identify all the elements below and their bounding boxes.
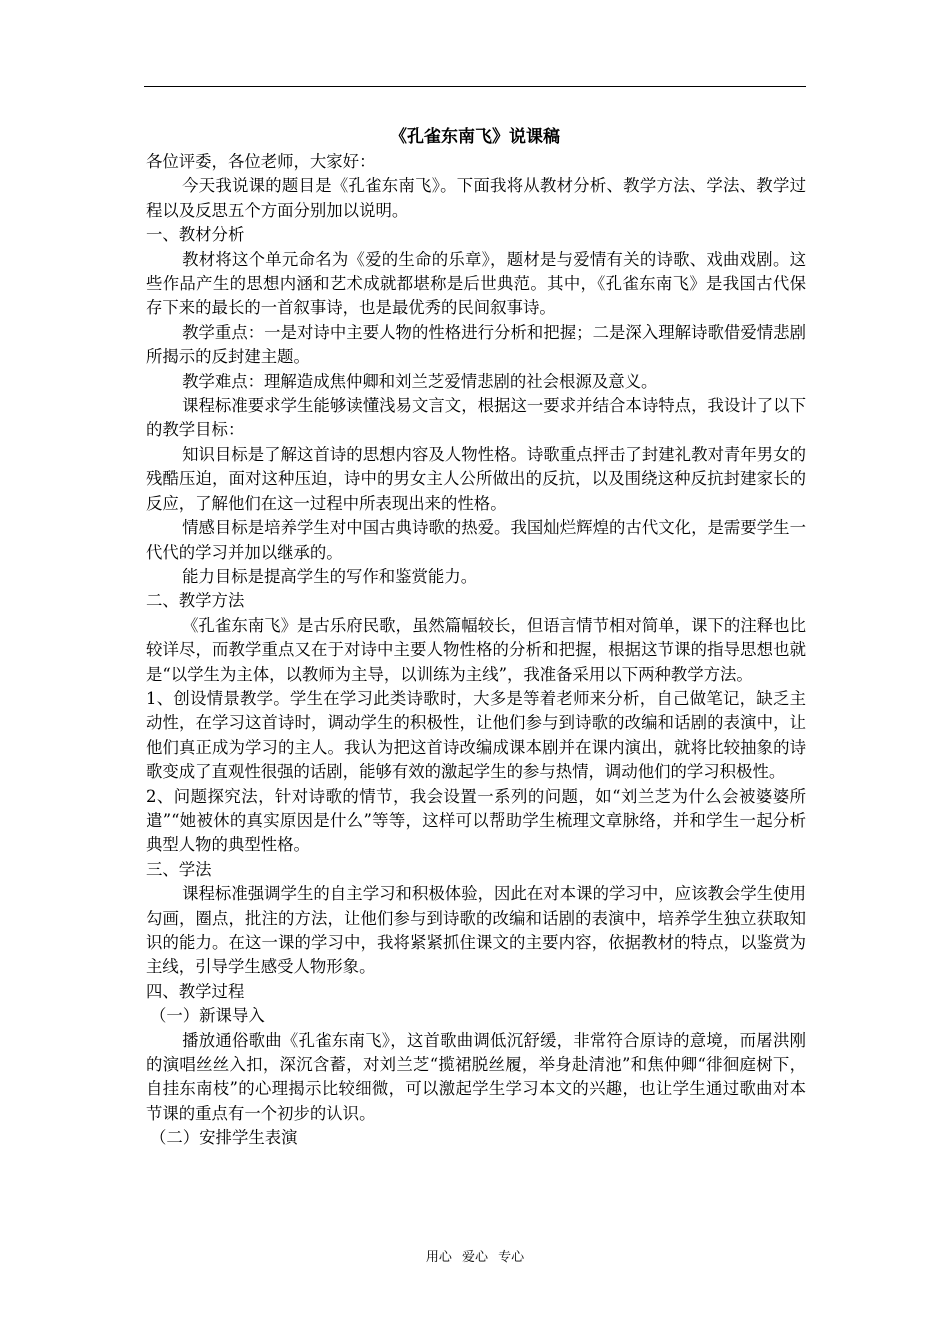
paragraph: 《孔雀东南飞》是古乐府民歌，虽然篇幅较长，但语言情节相对简单，课下的注释也比较详尽，而教学重点又在于对诗中主要人物性格的分析和把握，根据这节课的指导思想也就是“以学生为主体，以教师为主导，以训练为主线”，我准备采用以下两种教学方法。 — [146, 615, 806, 684]
section-heading: 四、教学过程 — [146, 981, 245, 1001]
paragraph: 教学重点：一是对诗中主要人物的性格进行分析和把握；二是深入理解诗歌借爱情悲剧所揭示的反封建主题。 — [146, 322, 806, 367]
paragraph: 教材将这个单元命名为《爱的生命的乐章》，题材是与爱情有关的诗歌、戏曲戏剧。这些作品产生的思想内涵和艺术成就都堪称是后世典范。其中，《孔雀东南飞》是我国古代保存下来的最长的一首叙事诗，也是最优秀的民间叙事诗。 — [146, 249, 806, 318]
paragraph: 各位评委，各位老师，大家好： — [146, 152, 376, 171]
paragraph: 今天我说课的题目是《孔雀东南飞》。下面我将从教材分析、教学方法、学法、教学过程以及反思五个方面分别加以说明。 — [146, 176, 806, 220]
paragraph: 课程标准要求学生能够读懂浅易文言文，根据这一要求并结合本诗特点，我设计了以下的教学目标： — [146, 396, 806, 440]
section-heading: 二、教学方法 — [146, 591, 245, 611]
paragraph: 播放通俗歌曲《孔雀东南飞》，这首歌曲调低沉舒缓，非常符合原诗的意境，而屠洪刚的演唱丝丝入扣，深沉含蓄，对刘兰芝“揽裙脱丝履，举身赴清池”和焦仲卿“徘徊庭树下，自挂东南枝”的心理揭示比较细微，可以激起学生学习本文的兴趣，也让学生通过歌曲对本节课的重点有一个初步的认识。 — [146, 1030, 806, 1123]
paragraph: 知识目标是了解这首诗的思想内容及人物性格。诗歌重点抨击了封建礼教对青年男女的残酷压迫，面对这种压迫，诗中的男女主人公所做出的反抗，以及围绕这种反抗封建家长的反应，了解他们在这一过程中所表现出来的性格。 — [146, 444, 806, 513]
numbered-paragraph: 2、问题探究法，针对诗歌的情节，我会设置一系列的问题，如“刘兰芝为什么会被婆婆所遣”“她被休的真实原因是什么”等等，这样可以帮助学生梳理文章脉络，并和学生一起分析典型人物的典型性格。 — [146, 786, 806, 855]
page-footer: 用心 爱心 专心 — [425, 1250, 525, 1265]
subsection-heading: （二）安排学生表演 — [150, 1128, 298, 1148]
header-rule — [144, 86, 806, 87]
numbered-paragraph: 1、创设情景教学。学生在学习此类诗歌时，大多是等着老师来分析，自己做笔记，缺乏主动性，在学习这首诗时，调动学生的积极性，让他们参与到诗歌的改编和话剧的表演中，让他们真正成为学习的主人。我认为把这首诗改编成课本剧并在课内演出，就将比较抽象的诗歌变成了直观性很强的话剧，能够有效的激起学生的参与热情，调动他们的学习积极性。 — [146, 688, 806, 782]
subsection-heading: （一）新课导入 — [150, 1006, 265, 1026]
document-title: 《孔雀东南飞》说课稿 — [390, 127, 560, 147]
paragraph: 能力目标是提高学生的写作和鉴赏能力。 — [182, 566, 478, 586]
section-heading: 一、教材分析 — [146, 225, 245, 245]
document-body — [146, 150, 806, 1151]
section-heading: 三、学法 — [146, 859, 212, 879]
paragraph: 情感目标是培养学生对中国古典诗歌的热爱。我国灿烂辉煌的古代文化，是需要学生一代代的学习并加以继承的。 — [146, 518, 806, 562]
paragraph: 课程标准强调学生的自主学习和积极体验，因此在对本课的学习中，应该教会学生使用勾画，圈点，批注的方法，让他们参与到诗歌的改编和话剧的表演中，培养学生独立获取知识的能力。在这一课的学习中，我将紧紧抓住课文的主要内容，依据教材的特点，以鉴赏为主线，引导学生感受人物形象。 — [146, 884, 806, 977]
paragraph: 教学难点：理解造成焦仲卿和刘兰芝爱情悲剧的社会根源及意义。 — [182, 371, 658, 391]
